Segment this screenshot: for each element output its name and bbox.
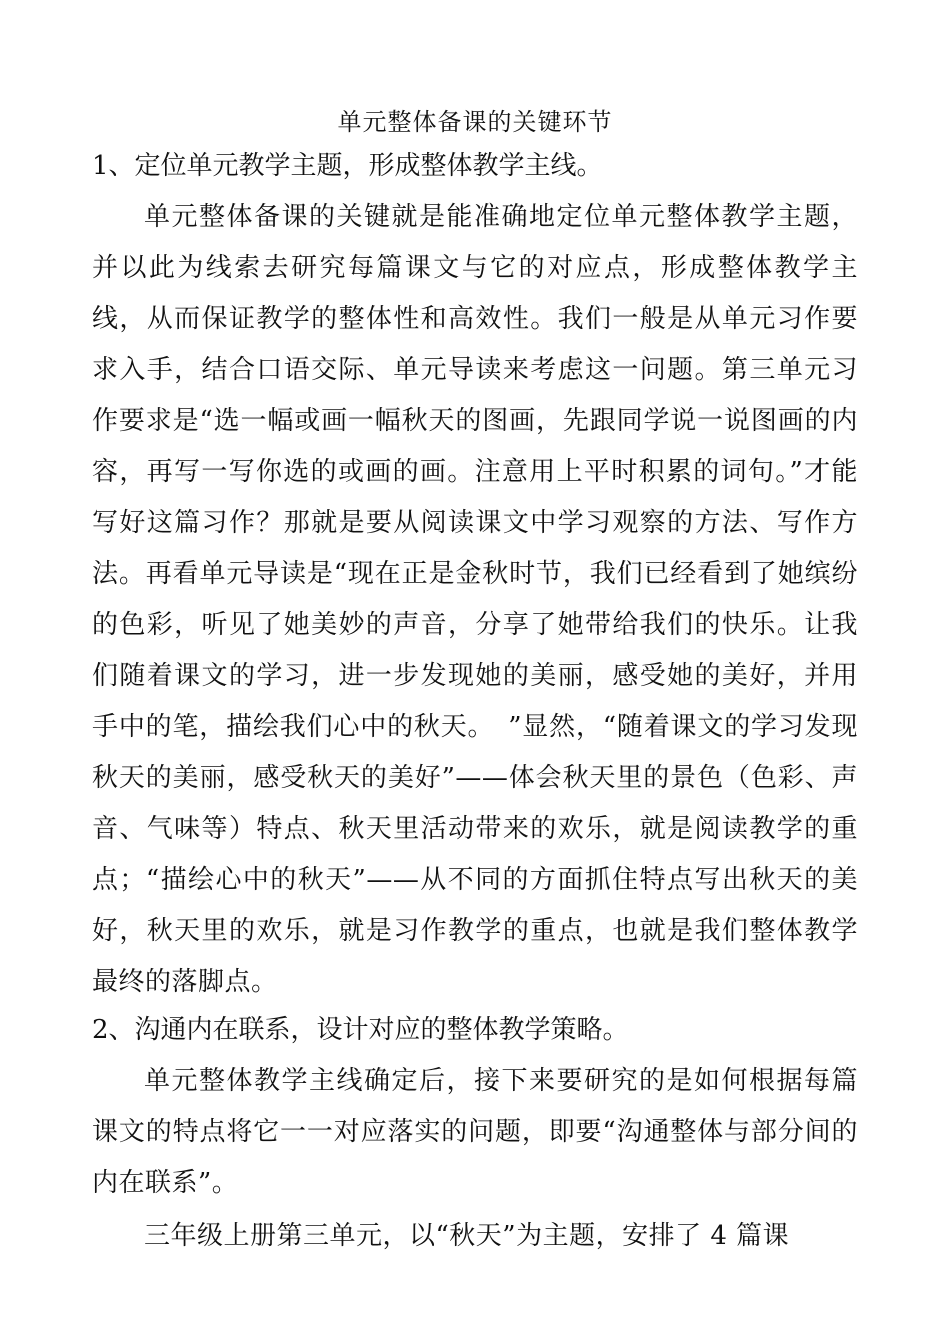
section-1-paragraph-1: 单元整体备课的关键就是能准确地定位单元整体教学主题，并以此为线索去研究每篇课文与它的对应点，形成整体教学主线，从而保证教学的整体性和高效性。我们一般是从单元习作要求入手，结合口语交际、单元导读来考虑这一问题。第三单元习作要求是“选一幅或画一幅秋天的图画，先跟同学说一说图画的内容，再写一写你选的或画的画。注意用上平时积累的词句。”才能写好这篇习作？那就是要从阅读课文中学习观察的方法、写作方法。再看单元导读是“现在正是金秋时节，我们已经看到了她缤纷的色彩，听见了她美妙的声音，分享了她带给我们的快乐。让我们随着课文的学习，进一步发现她的美丽，感受她的美好，并用手中的笔，描绘我们心中的秋天。 ”显然，“随着课文的学习发现秋天的美丽，感受秋天的美好”——体会秋天里的景色（色彩、声音、气味等）特点、秋天里活动带来的欢乐，就是阅读教学的重点；“描绘心中的秋天”——从不同的方面抓住特点写出秋天的美好，秋天里的欢乐，就是习作教学的重点，也就是我们整体教学最终的落脚点。 [92, 202, 858, 997]
section-2-heading: 2、沟通内在联系，设计对应的整体教学策略。 [92, 1015, 629, 1045]
section-1-heading: 1、定位单元教学主题，形成整体教学主线。 [92, 151, 603, 181]
section-2-paragraph-2: 三年级上册第三单元，以“秋天”为主题，安排了 4 篇课 [144, 1221, 790, 1251]
document-title: 单元整体备课的关键环节 [337, 108, 613, 136]
section-2-paragraph-1: 单元整体教学主线确定后，接下来要研究的是如何根据每篇课文的特点将它一一对应落实的问题，即要“沟通整体与部分间的内在联系”。 [92, 1066, 858, 1198]
